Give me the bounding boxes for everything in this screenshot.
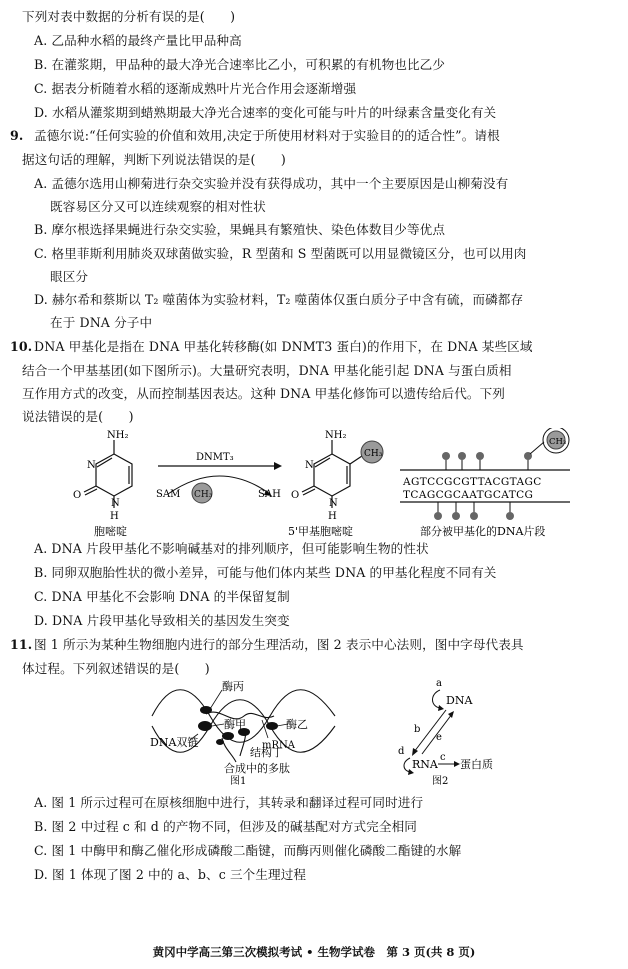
label-d: d <box>398 746 405 757</box>
q11-option-d: D. 图 1 体现了图 2 中的 a、b、c 三个生理过程 <box>34 867 307 882</box>
dna-node: DNA <box>446 694 473 707</box>
q8-stem: 下列对表中数据的分析有误的是( ) <box>22 9 236 24</box>
q9-stem-line-2: 据这句话的理解，判断下列说法错误的是( ) <box>22 152 286 167</box>
enzyme-label: DNMT₃ <box>196 452 234 463</box>
methylcytosine-o: O <box>291 490 300 501</box>
reaction-arrowhead <box>274 462 282 470</box>
cytosine-n3: N <box>87 460 96 471</box>
methylation-figure <box>70 428 590 540</box>
methylcytosine-n3: N <box>305 460 314 471</box>
enzyme-yi-label: 酶乙 <box>286 718 308 731</box>
methylcytosine-label: 5'甲基胞嘧啶 <box>288 525 354 538</box>
cytosine-o: O <box>73 490 82 501</box>
methylcytosine-nh2: NH₂ <box>325 430 347 441</box>
peptide-label: 合成中的多肽 <box>224 762 290 775</box>
q10-stem-line-2: 结合一个甲基基团(如下图所示)。大量研究表明，DNA 甲基化能引起 DNA 与蛋白质相 <box>22 363 512 378</box>
structure-ding-label: 结构丁 <box>250 746 283 759</box>
enzyme-jia-label: 酶甲 <box>224 718 246 731</box>
sequence-bottom: TCAGCGCAATGCATCG <box>403 489 534 501</box>
q8-option-c: C. 据表分析随着水稻的逐渐成熟叶片光合作用会逐渐增强 <box>34 81 357 96</box>
page-footer: 黄冈中学高三第三次模拟考试 • 生物学试卷 第 3 页(共 8 页) <box>152 945 476 959</box>
q11-stem-line-2: 体过程。下列叙述错误的是( ) <box>22 661 210 676</box>
cytosine-structure <box>84 440 132 508</box>
sequence-top: AGTCCGCGTTACGTAGC <box>403 476 542 488</box>
cytosine-h: H <box>110 511 119 522</box>
methylcytosine-h: H <box>328 511 337 522</box>
q10-option-d: D. DNA 片段甲基化导致相关的基因发生突变 <box>34 613 290 628</box>
fragment-ch3: CH₃ <box>549 437 567 447</box>
q9-stem-line-1: 孟德尔说:“任何实验的价值和效用,决定于所使用材料对于实验目的的适合性”。请根 <box>34 128 500 143</box>
q10-stem-line-4: 说法错误的是( ) <box>22 409 134 424</box>
q10-option-b: B. 同卵双胞胎性状的微小差异，可能与他们体内某些 DNA 的甲基化程度不同有关 <box>34 565 497 580</box>
sah-label: SAH <box>258 489 281 500</box>
fragment-label: 部分被甲基化的DNA片段 <box>420 525 546 538</box>
figure-2-caption: 图2 <box>432 776 449 786</box>
label-e: e <box>436 732 442 743</box>
enzyme-bing-blob <box>200 706 212 714</box>
q9-option-c: C. 格里菲斯利用肺炎双球菌做实验，R 型菌和 S 型菌既可以用显微镜区分，也可以用肉 <box>34 246 527 261</box>
cytosine-n1: N <box>111 498 120 509</box>
label-c: c <box>440 752 446 763</box>
q10-number: 10. <box>10 339 33 354</box>
methylcytosine-ch3: CH₃ <box>364 449 383 459</box>
replication-arc <box>433 690 441 708</box>
rna-node: RNA <box>412 758 438 771</box>
q9-option-d-cont: 在于 DNA 分子中 <box>50 315 153 330</box>
methylcytosine-n1: N <box>329 498 338 509</box>
q10-stem-line-3: 互作用方式的改变，从而控制基因表达。这种 DNA 甲基化修饰可以遗传给后代。下列 <box>22 386 505 401</box>
reverse-transcription-arrowhead <box>448 711 454 718</box>
sam-ch3: CH₃ <box>194 490 213 500</box>
enzyme-jia-blob <box>198 721 212 731</box>
transcription-arrowhead <box>412 748 418 756</box>
q10-option-c: C. DNA 甲基化不会影响 DNA 的半保留复制 <box>34 589 290 604</box>
label-b: b <box>414 724 421 735</box>
q10-option-a: A. DNA 片段甲基化不影响碱基对的排列顺序，但可能影响生物的性状 <box>34 541 429 556</box>
sam-curve <box>168 476 270 494</box>
mrna-label: mRNA <box>262 740 295 751</box>
q9-option-a-cont: 既容易区分又可以连续观察的相对性状 <box>50 199 266 214</box>
q9-option-c-cont: 眼区分 <box>50 269 89 284</box>
q11-option-b: B. 图 2 中过程 c 和 d 的产物不同，但涉及的碱基配对方式完全相同 <box>34 819 417 834</box>
cytosine-nh2: NH₂ <box>107 430 129 441</box>
ribosome-icon <box>222 732 234 740</box>
figure-1-transcription-translation <box>150 676 340 786</box>
label-a: a <box>436 678 442 689</box>
protein-node: 蛋白质 <box>460 758 493 771</box>
q11-stem-line-1: 图 1 所示为某种生物细胞内进行的部分生理活动，图 2 表示中心法则，图中字母代表具 <box>34 637 524 652</box>
q11-option-a: A. 图 1 所示过程可在原核细胞中进行，其转录和翻译过程可同时进行 <box>34 795 424 810</box>
replication-arrowhead <box>438 705 444 711</box>
q9-option-a: A. 孟德尔选用山柳菊进行杂交实验并没有获得成功，其中一个主要原因是山柳菊没有 <box>34 176 509 191</box>
dna-double-label: DNA双链 <box>150 736 199 749</box>
q9-option-d: D. 赫尔希和蔡斯以 T₂ 噬菌体为实验材料，T₂ 噬菌体仅蛋白质分子中含有硫，而磷都存 <box>34 292 524 307</box>
dna-fragment <box>400 428 570 520</box>
q10-stem-line-1: DNA 甲基化是指在 DNA 甲基化转移酶(如 DNMT3 蛋白)的作用下，在 DNA 某些区域 <box>34 339 533 354</box>
enzyme-yi-blob <box>266 722 278 730</box>
q8-option-a: A. 乙品种水稻的最终产量比甲品种高 <box>34 33 242 48</box>
sam-label: SAM <box>156 489 181 500</box>
q8-option-d: D. 水稻从灌浆期到蜡熟期最大净光合速率的变化可能与叶片的叶绿素含量变化有关 <box>34 105 497 120</box>
q9-number: 9. <box>10 128 24 143</box>
q11-option-c: C. 图 1 中酶甲和酶乙催化形成磷酸二酯键，而酶丙则催化磷酸二酯键的水解 <box>34 843 462 858</box>
figure-1-caption: 图1 <box>230 776 247 786</box>
q11-number: 11. <box>10 637 33 652</box>
ribosome-icon <box>216 739 224 745</box>
figure-2-central-dogma <box>388 676 498 786</box>
q8-option-b: B. 在灌浆期，甲品种的最大净光合速率比乙小，可积累的有机物也比乙少 <box>34 57 446 72</box>
enzyme-bing-label: 酶丙 <box>222 680 244 693</box>
q9-option-b: B. 摩尔根选择果蝇进行杂交实验，果蝇具有繁殖快、染色体数目少等优点 <box>34 222 446 237</box>
cytosine-label: 胞嘧啶 <box>94 525 127 538</box>
